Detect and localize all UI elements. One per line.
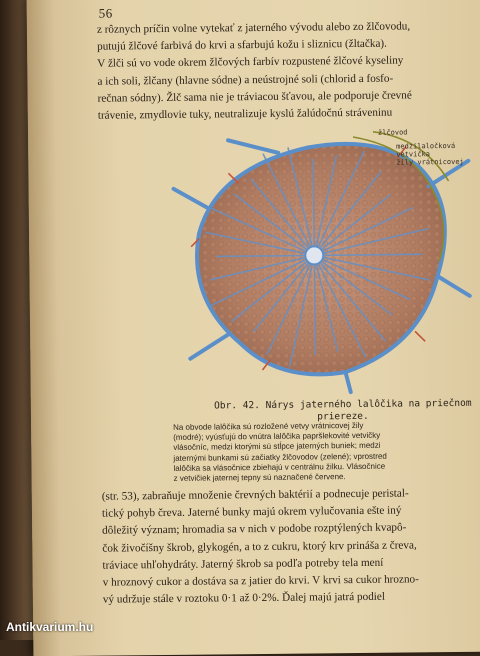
capillary-spoke bbox=[314, 265, 315, 355]
page-number: 56 bbox=[98, 5, 113, 21]
book-page bbox=[27, 0, 480, 656]
capillary-spoke bbox=[313, 159, 314, 246]
paragraph-top: z rôznych príčin volne vytekať z jaterného vývodu alebo zo žlčovodu, putujú žlčové farbivá do krvi a sfarbujú kožu i sliznicu (žltačka). V žlči sú vo vode okrem žlčových farbív rozpustené žlčové kyseliny a ich soli, žlčany (hlavne sódne) a neústrojné soli (chlorid a fosfo- rečnan sódny). Žlč sama nie je tráviacou šťavou, ale podporuje črevné trávenie, zmydlovie tuky, neutralizuje kyslú žalúdočnú stráveninu bbox=[96, 20, 412, 122]
capillary-spoke bbox=[216, 256, 304, 257]
paragraph-bottom: (str. 53), zabraňuje množenie črevných baktérií a podnecuje peristal- tický pohyb čreva. Jaterné bunky majú okrem vylučovania ešte iný dôležitý význam; hromadia sa v nich v podobe rozptýlených kvapô- čok živočíšny škrob, glykogén, a to z cukru, ktorý krv prináša z čreva, tráviace uhľohydráty. Jaterný škrob sa podľa potreby tela mení v hroznový cukor a dostáva sa z jatier do krvi. V krvi sa cukor hrozno- vý udržuje stále v roztoku 0·1 až 0·2%. Ďalej majú jatrá podiel bbox=[101, 487, 419, 606]
liver-lobule-illustration bbox=[168, 125, 480, 398]
figure-caption-title: Obr. 42. Nárys jaterného lalôčika na priečnom priereze. bbox=[214, 397, 472, 423]
label-interlobular-vein: medzilaločková vetvička žily vrátnicovej bbox=[396, 141, 464, 167]
watermark-logo: Antikvarium.hu bbox=[6, 620, 94, 634]
capillary-spoke bbox=[324, 254, 422, 255]
figure-caption-body: Na obvode lalôčika sú rozložené vetvy vrátnicovej žily (modré); vyúsťujú do vnútra lalôčika papršlekovité vetvičky vlásočníc, medzi ktorými sú stĺpce jaterných buniek; medzi jaternými bunkami sú začiatky žlčovodov (zelené); vprostred lalôčika sa vlásočnice zbiehajú v centrálnu žilku. Vlásočnice z vetvičiek jaternej tepny sú naznačené červene. bbox=[173, 420, 387, 483]
label-bile-duct: žlčovod bbox=[377, 128, 408, 137]
